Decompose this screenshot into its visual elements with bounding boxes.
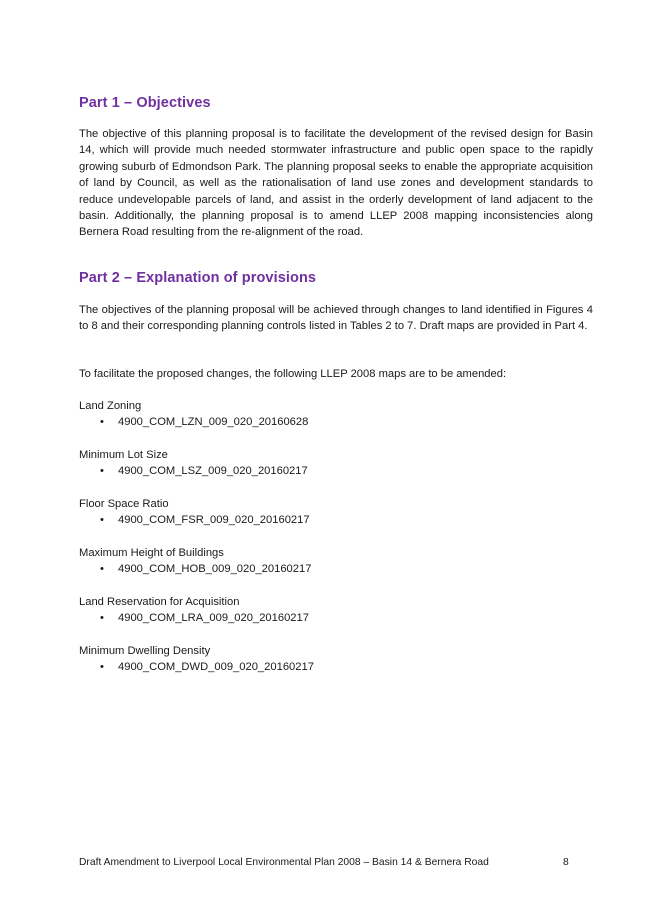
map-group xyxy=(79,447,593,496)
map-list-item xyxy=(79,463,593,479)
footer-title: Draft Amendment to Liverpool Local Environmental Plan 2008 – Basin 14 & Bernera Road xyxy=(79,857,489,868)
part2-explanation-paragraph: The objectives of the planning proposal will be achieved through changes to land identified in Figures 4 to 8 and their corresponding planning controls listed in Tables 2 to 7. Draft maps are provided in Part 4. xyxy=(79,304,593,333)
bullet-icon: • xyxy=(100,514,104,527)
map-list-item xyxy=(79,659,593,675)
bullet-icon: • xyxy=(100,563,104,576)
map-group-label: Floor Space Ratio xyxy=(79,498,169,510)
bullet-icon: • xyxy=(100,612,104,625)
map-group xyxy=(79,594,593,643)
map-group-label: Maximum Height of Buildings xyxy=(79,547,224,559)
map-list-item xyxy=(79,610,593,626)
map-list-item xyxy=(79,512,593,528)
bullet-icon: • xyxy=(100,661,104,674)
document-page xyxy=(79,0,593,923)
part2-maps-intro-paragraph: To facilitate the proposed changes, the following LLEP 2008 maps are to be amended: xyxy=(79,368,507,380)
map-group-label: Land Zoning xyxy=(79,400,142,412)
map-identifier: 4900_COM_LSZ_009_020_20160217 xyxy=(118,465,308,478)
map-group xyxy=(79,398,593,447)
map-list-item xyxy=(79,561,593,577)
map-group-label: Minimum Dwelling Density xyxy=(79,645,211,657)
map-group-label: Land Reservation for Acquisition xyxy=(79,596,240,608)
map-identifier: 4900_COM_HOB_009_020_20160217 xyxy=(118,563,312,576)
map-identifier: 4900_COM_LRA_009_020_20160217 xyxy=(118,612,309,625)
bullet-icon: • xyxy=(100,416,104,429)
part2-heading: Part 2 – Explanation of provisions xyxy=(79,270,317,286)
map-list-item xyxy=(79,414,593,430)
map-group xyxy=(79,545,593,594)
map-group xyxy=(79,496,593,545)
bullet-icon: • xyxy=(100,465,104,478)
part1-heading: Part 1 – Objectives xyxy=(79,95,211,111)
maps-list xyxy=(79,398,593,692)
map-identifier: 4900_COM_FSR_009_020_20160217 xyxy=(118,514,310,527)
page-number: 8 xyxy=(563,857,569,868)
map-group xyxy=(79,643,593,692)
part1-objectives-paragraph: The objective of this planning proposal is to facilitate the development of the revised design for Basin 14, which will provide much needed stormwater infrastructure and public open space to the rapidly growing suburb of Edmondson Park. The planning proposal seeks to enable the appropriate acquisition of land by Council, as well as the rationalisation of land use zones and development standards to reduce undevelopable parcels of land, and assist in the orderly development of land adjacent to the basin. Additionally, the planning proposal is to amend LLEP 2008 mapping inconsistencies along Bernera Road resulting from the re-alignment of the road. xyxy=(79,128,593,239)
map-identifier: 4900_COM_DWD_009_020_20160217 xyxy=(118,661,314,674)
map-identifier: 4900_COM_LZN_009_020_20160628 xyxy=(118,416,309,429)
map-group-label: Minimum Lot Size xyxy=(79,449,168,461)
